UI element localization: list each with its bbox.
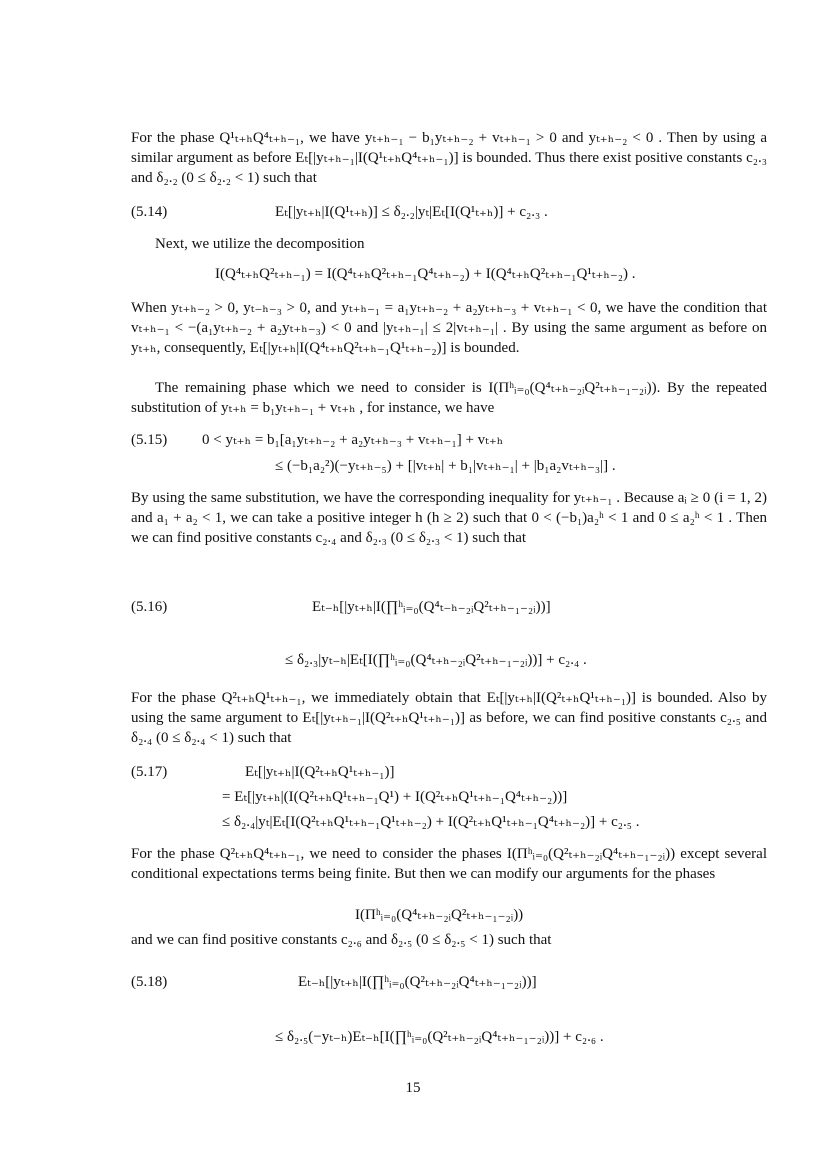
equation-5-16-line-1: Eₜ₋ₕ[|yₜ₊ₕ|I(∏ʰᵢ₌₀(Q⁴ₜ₋ₕ₋₂ᵢQ²ₜ₊ₕ₋₁₋₂ᵢ))]: [312, 599, 551, 615]
equation-5-15-line-1: 0 < yₜ₊ₕ = b₁[a₁yₜ₊ₕ₋₂ + a₂yₜ₊ₕ₋₃ + vₜ₊ₕ₋₁] + vₜ₊ₕ: [202, 432, 504, 448]
equation-number-5-17: (5.17): [131, 764, 168, 780]
equation-phases: I(Πʰᵢ₌₀(Q⁴ₜ₊ₕ₋₂ᵢQ²ₜ₊ₕ₋₁₋₂ᵢ)): [355, 907, 524, 923]
paragraph-phase-q1q4: For the phase Q¹ₜ₊ₕQ⁴ₜ₊ₕ₋₁, we have yₜ₊ₕ₋₁ − b₁yₜ₊ₕ₋₂ + vₜ₊ₕ₋₁ > 0 and yₜ₊ₕ₋₂ < 0 . Then by using a similar argument as before Eₜ[|yₜ₊ₕ₋₁|I(Q¹ₜ₊ₕQ⁴ₜ₊ₕ₋₁)] is bounded. Thus there exist positive constants c₂.₃ and δ₂.₂ (0 ≤ δ₂.₂ < 1) such that: [131, 130, 767, 186]
paragraph-phase-q2q1: For the phase Q²ₜ₊ₕQ¹ₜ₊ₕ₋₁, we immediately obtain that Eₜ[|yₜ₊ₕ|I(Q²ₜ₊ₕQ¹ₜ₊ₕ₋₁)] is bounded. Also by using the same argument to Eₜ[|yₜ₊ₕ₋₁|I(Q²ₜ₊ₕQ¹ₜ₊ₕ₋₁)] as before, we can find positive constants c₂.₅ and δ₂.₄ (0 ≤ δ₂.₄ < 1) such that: [131, 690, 767, 746]
equation-5-17-line-1: Eₜ[|yₜ₊ₕ|I(Q²ₜ₊ₕQ¹ₜ₊ₕ₋₁)]: [245, 764, 395, 780]
paragraph-remaining-phase: The remaining phase which we need to consider is I(Πʰᵢ₌₀(Q⁴ₜ₊ₕ₋₂ᵢQ²ₜ₊ₕ₋₁₋₂ᵢ)). By the repeated substitution of yₜ₊ₕ = b₁yₜ₊ₕ₋₁ + vₜ₊ₕ , for instance, we have: [131, 380, 767, 416]
paragraph-find-constants: and we can find positive constants c₂.₆ and δ₂.₅ (0 ≤ δ₂.₅ < 1) such that: [131, 932, 552, 948]
equation-5-17-line-3: ≤ δ₂.₄|yₜ|Eₜ[I(Q²ₜ₊ₕQ¹ₜ₊ₕ₋₁Q¹ₜ₊ₕ₋₂) + I(Q²ₜ₊ₕQ¹ₜ₊ₕ₋₁Q⁴ₜ₊ₕ₋₂)] + c₂.₅ .: [222, 814, 640, 830]
equation-5-14: Eₜ[|yₜ₊ₕ|I(Q¹ₜ₊ₕ)] ≤ δ₂.₂|yₜ|Eₜ[I(Q¹ₜ₊ₕ)] + c₂.₃ .: [275, 204, 548, 220]
paragraph-same-substitution: By using the same substitution, we have the corresponding inequality for yₜ₊ₕ₋₁ . Because aᵢ ≥ 0 (i = 1, 2) and a₁ + a₂ < 1, we can take a positive integer h (h ≥ 2) such that 0 < (−b₁)a₂ʰ < 1 and 0 ≤ a₂ʰ < 1 . Then we can find positive constants c₂.₄ and δ₂.₃ (0 ≤ δ₂.₃ < 1) such that: [131, 490, 767, 546]
page-number: 15: [405, 1080, 421, 1096]
paragraph-decomposition-intro: Next, we utilize the decomposition: [155, 236, 365, 252]
equation-5-16-line-2: ≤ δ₂.₃|yₜ₋ₕ|Eₜ[I(∏ʰᵢ₌₀(Q⁴ₜ₊ₕ₋₂ᵢQ²ₜ₊ₕ₋₁₋₂ᵢ))] + c₂.₄ .: [285, 652, 587, 668]
equation-number-5-16: (5.16): [131, 599, 168, 615]
equation-5-15-line-2: ≤ (−b₁a₂²)(−yₜ₊ₕ₋₅) + [|vₜ₊ₕ| + b₁|vₜ₊ₕ₋₁| + |b₁a₂vₜ₊ₕ₋₃|] .: [275, 458, 616, 474]
equation-5-18-line-2: ≤ δ₂.₅(−yₜ₋ₕ)Eₜ₋ₕ[I(∏ʰᵢ₌₀(Q²ₜ₊ₕ₋₂ᵢQ⁴ₜ₊ₕ₋₁₋₂ᵢ))] + c₂.₆ .: [275, 1029, 604, 1045]
paragraph-phase-q2q4: For the phase Q²ₜ₊ₕQ⁴ₜ₊ₕ₋₁, we need to consider the phases I(Πʰᵢ₌₀(Q²ₜ₊ₕ₋₂ᵢQ⁴ₜ₊ₕ₋₁₋₂ᵢ)) except several conditional expectations terms being finite. But then we can modify our arguments for the phases: [131, 846, 767, 882]
equation-number-5-14: (5.14): [131, 204, 168, 220]
paragraph-when-condition: When yₜ₊ₕ₋₂ > 0, yₜ₋ₕ₋₃ > 0, and yₜ₊ₕ₋₁ = a₁yₜ₊ₕ₋₂ + a₂yₜ₊ₕ₋₃ + vₜ₊ₕ₋₁ < 0, we have the condition that vₜ₊ₕ₋₁ < −(a₁yₜ₊ₕ₋₂ + a₂yₜ₊ₕ₋₃) < 0 and |yₜ₊ₕ₋₁| ≤ 2|vₜ₊ₕ₋₁| . By using the same argument as before on yₜ₊ₕ, consequently, Eₜ[|yₜ₊ₕ|I(Q⁴ₜ₊ₕQ²ₜ₊ₕ₋₁Q¹ₜ₊ₕ₋₂)] is bounded.: [131, 300, 767, 356]
equation-5-18-line-1: Eₜ₋ₕ[|yₜ₊ₕ|I(∏ʰᵢ₌₀(Q²ₜ₊ₕ₋₂ᵢQ⁴ₜ₊ₕ₋₁₋₂ᵢ))]: [298, 974, 537, 990]
equation-decomposition: I(Q⁴ₜ₊ₕQ²ₜ₊ₕ₋₁) = I(Q⁴ₜ₊ₕQ²ₜ₊ₕ₋₁Q⁴ₜ₊ₕ₋₂) + I(Q⁴ₜ₊ₕQ²ₜ₊ₕ₋₁Q¹ₜ₊ₕ₋₂) .: [215, 266, 636, 282]
equation-number-5-18: (5.18): [131, 974, 168, 990]
equation-number-5-15: (5.15): [131, 432, 168, 448]
equation-5-17-line-2: = Eₜ[|yₜ₊ₕ|(I(Q²ₜ₊ₕQ¹ₜ₊ₕ₋₁Q¹) + I(Q²ₜ₊ₕQ¹ₜ₊ₕ₋₁Q⁴ₜ₊ₕ₋₂))]: [222, 789, 568, 805]
